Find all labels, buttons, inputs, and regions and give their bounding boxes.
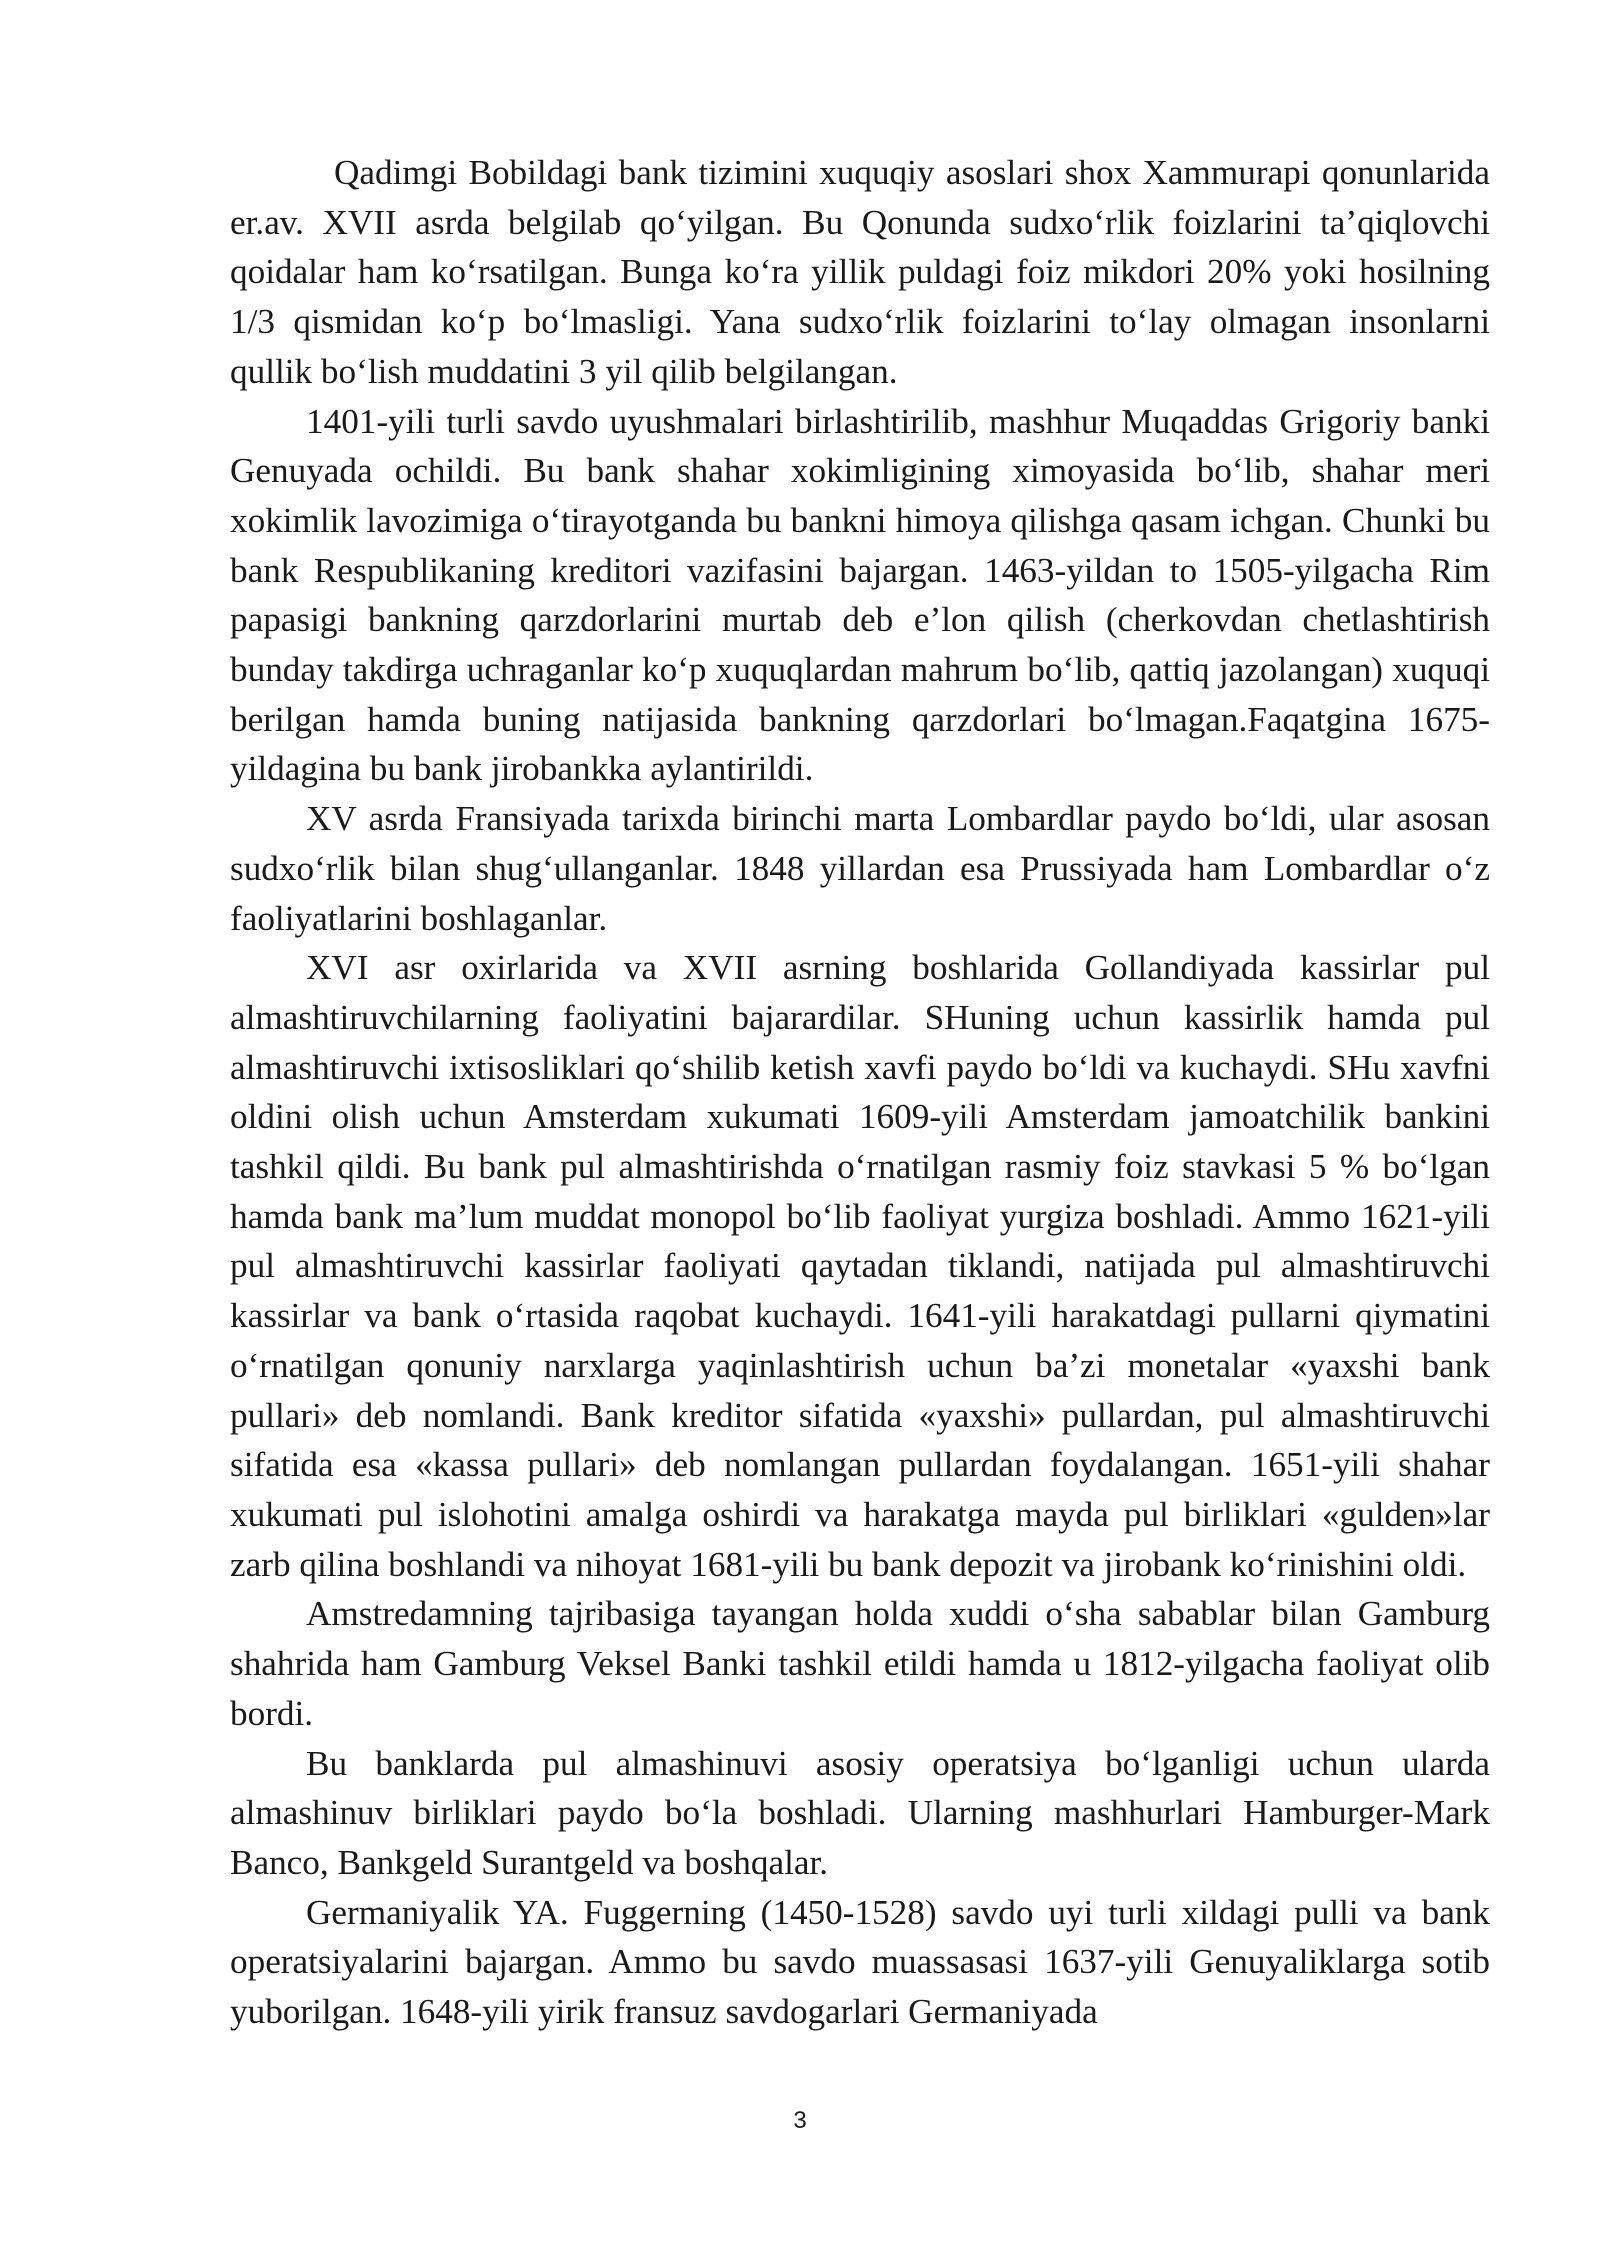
body-text bbox=[230, 148, 1490, 2037]
paragraph-hamburg-bank: Amstredamning tajribasiga tayangan holda xuddi o‘sha sabablar bilan Gamburg shahrida ham Gamburg Veksel Banki tashkil etildi hamda u 1812-yilgacha faoliyat olib bordi. bbox=[230, 1594, 1490, 1733]
page-number: 3 bbox=[793, 2107, 807, 2134]
paragraph-amsterdam-bank: XVI asr oxirlarida va XVII asrning boshlarida Gollandiyada kassirlar pul almashtiruvchilarning faoliyatini bajarardilar. SHuning uchun kassirlik hamda pul almashtiruvchi ixtisosliklari qo‘shilib ketish xavfi paydo bo‘ldi va kuchaydi. SHu xavfni oldini olish uchun Amsterdam xukumati 1609-yili Amsterdam jamoatchilik bankini tashkil qildi. Bu bank pul almashtirishda o‘rnatilgan rasmiy foiz stavkasi 5 % bo‘lgan hamda bank ma’lum muddat monopol bo‘lib faoliyat yurgiza boshladi. Ammo 1621-yili pul almashtiruvchi kassirlar faoliyati qaytadan tiklandi, natijada pul almashtiruvchi kassirlar va bank o‘rtasida raqobat kuchaydi. 1641-yili harakatdagi pullarni qiymatini o‘rnatilgan qonuniy narxlarga yaqinlashtirish uchun ba’zi monetalar «yaxshi bank pullari» deb nomlandi. Bank kreditor sifatida «yaxshi» pullardan, pul almashtiruvchi sifatida esa «kassa pullari» deb nomlangan pullardan foydalangan. 1651-yili shahar xukumati pul islohotini amalga oshirdi va harakatga mayda pul birliklari «gulden»lar zarb qilina boshlandi va nihoyat 1681-yili bu bank depozit va jirobank ko‘rinishini oldi. bbox=[230, 948, 1490, 1584]
paragraph-genoa-bank: 1401-yili turli savdo uyushmalari birlashtirilib, mashhur Muqaddas Grigoriy banki Genuyada ochildi. Bu bank shahar xokimligining ximoyasida bo‘lib, shahar meri xokimlik lavozimiga o‘tirayotganda bu bankni himoya qilishga qasam ichgan. Chunki bu bank Respublikaning kreditori vazifasini bajargan. 1463-yildan to 1505-yilgacha Rim papasigi bankning qarzdorlarini murtab deb e’lon qilish (cherkovdan chetlashtirish bunday takdirga uchraganlar ko‘p xuquqlardan mahrum bo‘lib, qattiq jazolangan) xuquqi berilgan hamda buning natijasida bankning qarzdorlari bo‘lmagan.Faqatgina 1675-yildagina bu bank jirobankka aylantirildi. bbox=[230, 401, 1490, 789]
paragraph-exchange-units: Bu banklarda pul almashinuvi asosiy operatsiya bo‘lganligi uchun ularda almashinuv birliklari paydo bo‘la boshladi. Ularning mashhurlari Hamburger-Mark Banco, Bankgeld Surantgeld va boshqalar. bbox=[230, 1743, 1490, 1882]
paragraph-lombards: XV asrda Fransiyada tarixda birinchi marta Lombardlar paydo bo‘ldi, ular asosan sudxo‘rlik bilan shug‘ullanganlar. 1848 yillardan esa Prussiyada ham Lombardlar o‘z faoliyatlarini boshlaganlar. bbox=[230, 799, 1490, 938]
paragraph-bobil-hammurabi: Qadimgi Bobildagi bank tizimini xuquqiy asoslari shox Xammurapi qonunlarida er.av. XVII asrda belgilab qo‘yilgan. Bu Qonunda sudxo‘rlik foizlarini ta’qiqlovchi qoidalar ham ko‘rsatilgan. Bunga ko‘ra yillik puldagi foiz mikdori 20% yoki hosilning 1/3 qismidan ko‘p bo‘lmasligi. Yana sudxo‘rlik foizlarini to‘lay olmagan insonlarni qullik bo‘lish muddatini 3 yil qilib belgilangan. bbox=[230, 153, 1490, 391]
paragraph-fugger: Germaniyalik YA. Fuggerning (1450-1528) savdo uyi turli xildagi pulli va bank operatsiyalarini bajargan. Ammo bu savdo muassasasi 1637-yili Genuyaliklarga sotib yuborilgan. 1648-yili yirik fransuz savdogarlari Germaniyada bbox=[230, 1892, 1490, 2032]
